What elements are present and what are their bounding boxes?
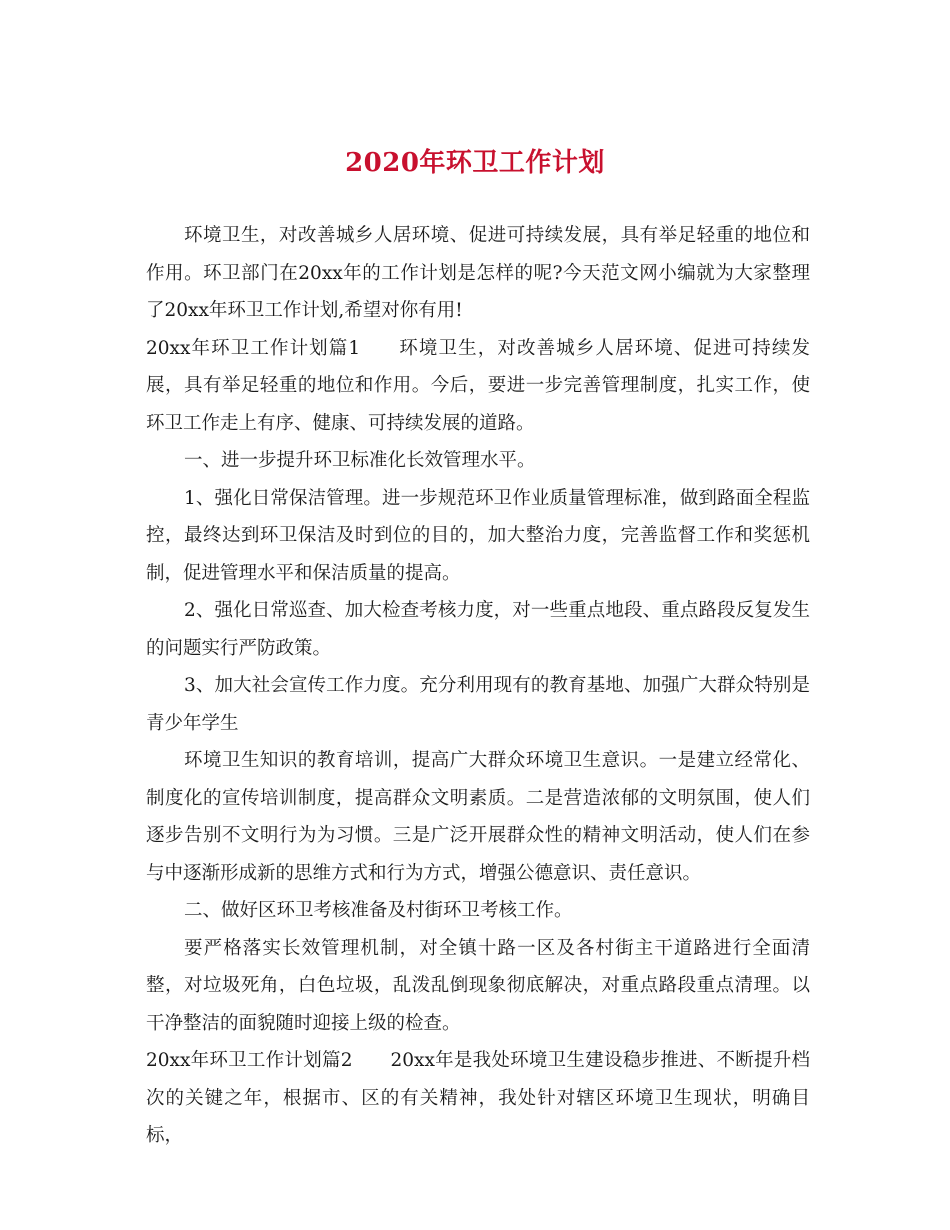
document-body [146, 217, 810, 1155]
section-1-text: 环境卫生，对改善城乡人居环境、促进可持续发展，具有举足轻重的地位和作用。今后，要进一步完善管理制度，扎实工作，使环卫工作走上有序、健康、可持续发展的道路。 [146, 337, 810, 434]
section-heading-2: 20xx年环卫工作计划篇2 [146, 1050, 353, 1071]
section-2-text: 20xx年是我处环境卫生建设稳步推进、不断提升档次的关键之年，根据市、区的有关精神，我处针对辖区环境卫生现状，明确目标， [146, 1050, 810, 1146]
item-1-paragraph: 1、强化日常保洁管理。进一步规范环卫作业质量管理标准，做到路面全程监控，最终达到环卫保洁及时到位的目的，加大整治力度，完善监督工作和奖惩机制，促进管理水平和保洁质量的提高。 [146, 487, 810, 584]
section-2-paragraph [146, 1042, 810, 1155]
item-2-paragraph: 2、强化日常巡查、加大检查考核力度，对一些重点地段、重点路段反复发生的问题实行严防政策。 [146, 600, 810, 659]
section-heading-1: 20xx年环卫工作计划篇1 [146, 337, 361, 359]
intro-paragraph: 环境卫生，对改善城乡人居环境、促进可持续发展，具有举足轻重的地位和作用。环卫部门在20xx年的工作计划是怎样的呢?今天范文网小编就为大家整理了20xx年环卫工作计划,希望对你有用! [146, 225, 810, 321]
education-paragraph: 环境卫生知识的教育培训，提高广大群众环境卫生意识。一是建立经常化、制度化的宣传培训制度，提高群众文明素质。二是营造浓郁的文明氛围，使人们逐步告别不文明行为为习惯。三是广泛开展群众性的精神文明活动，使人们在参与中逐渐形成新的思维方式和行为方式，增强公德意识、责任意识。 [146, 750, 810, 884]
heading-two: 二、做好区环卫考核准备及村街环卫考核工作。 [184, 900, 573, 921]
item-3-paragraph: 3、加大社会宣传工作力度。充分利用现有的教育基地、加强广大群众特别是青少年学生 [146, 675, 810, 734]
section-1-paragraph [146, 330, 810, 443]
heading-one: 一、进一步提升环卫标准化长效管理水平。 [184, 450, 536, 471]
document-title: 2020年环卫工作计划 [345, 148, 605, 178]
mechanism-paragraph: 要严格落实长效管理机制，对全镇十路一区及各村街主干道路进行全面清整，对垃圾死角，白色垃圾，乱泼乱倒现象彻底解决，对重点路段重点清理。以干净整洁的面貌随时迎接上级的检查。 [146, 937, 810, 1034]
